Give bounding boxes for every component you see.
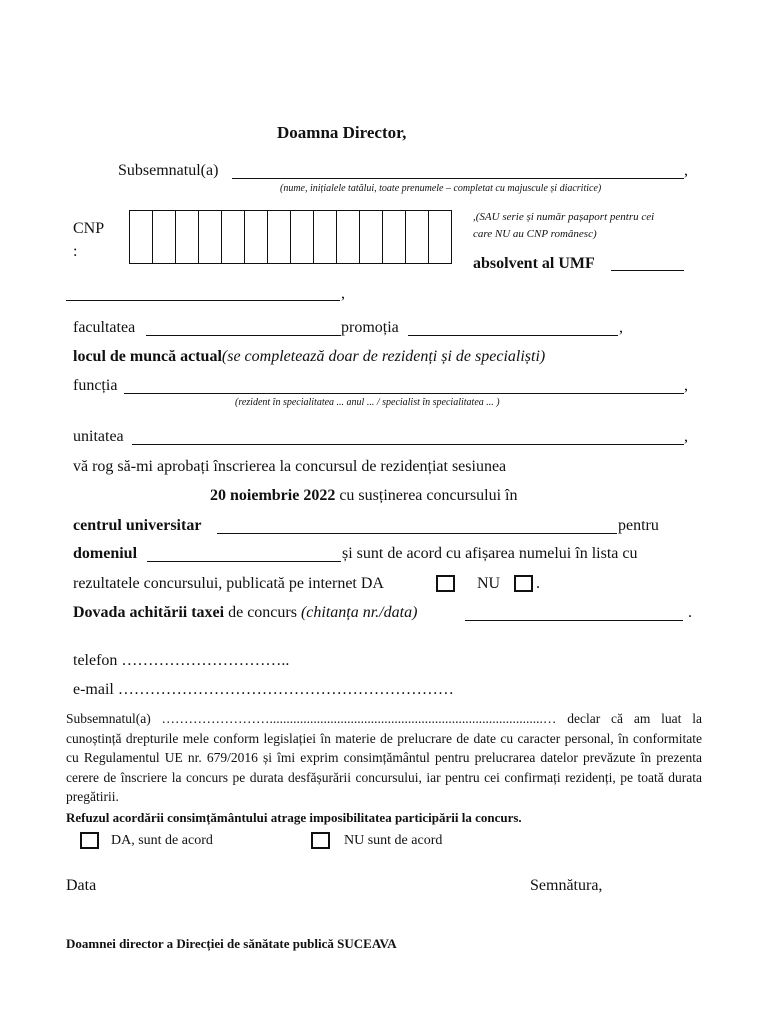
name-hint: (nume, inițialele tatălui, toate prenumele – completat cu majuscule și diacritice) — [280, 183, 602, 194]
unitatea-field[interactable] — [132, 444, 684, 445]
facultatea-label: facultatea — [73, 319, 136, 336]
consent-nu-checkbox[interactable] — [311, 832, 330, 849]
refuz-text: Refuzul acordării consimțământului atrage imposibilitatea participării la concurs. — [66, 810, 522, 825]
cnp-cell[interactable] — [429, 211, 452, 263]
publish-nu-label: NU — [477, 575, 501, 592]
locul-de-munca-row — [73, 348, 545, 366]
cnp-alt-note-line2: care NU au CNP românesc) — [473, 228, 597, 240]
facultatea-field[interactable] — [146, 335, 341, 336]
cnp-label: CNP — [73, 220, 105, 237]
publish-nu-checkbox[interactable] — [514, 575, 533, 592]
cnp-alt-note-line1: ,(SAU serie și număr pașaport pentru cei — [473, 211, 655, 223]
cnp-cell[interactable] — [153, 211, 176, 263]
semnatura-label: Semnătura, — [530, 877, 603, 894]
request-text: vă rog să-mi aprobați înscrierea la concursul de rezidențiat sesiunea — [73, 458, 507, 475]
promotia-label: promoția — [341, 319, 399, 336]
cnp-cell[interactable] — [268, 211, 291, 263]
unitatea-comma: , — [684, 428, 688, 445]
cnp-cell[interactable] — [222, 211, 245, 263]
dovada-row — [73, 604, 417, 622]
umf-field-continued[interactable] — [66, 300, 340, 301]
cnp-cell[interactable] — [199, 211, 222, 263]
promotia-comma: , — [619, 319, 623, 336]
subsemnatul-label: Subsemnatul(a) — [118, 162, 219, 179]
email-field[interactable]: e-mail ……………………………………………………… — [73, 681, 454, 698]
consent-nu-label: NU sunt de acord — [344, 833, 443, 848]
name-field[interactable] — [232, 178, 684, 179]
unitatea-label: unitatea — [73, 428, 124, 445]
locul-de-munca-hint: (se completează doar de rezidenți și de specialiști) — [221, 348, 546, 365]
session-suffix: cu susținerea concursului în — [339, 487, 518, 504]
cnp-cell[interactable] — [314, 211, 337, 263]
data-label: Data — [66, 877, 97, 894]
functia-hint: (rezident în specialitatea ... anul ... / specialist în specialitatea ... ) — [235, 397, 500, 408]
telefon-field[interactable]: telefon ………………………….. — [73, 652, 290, 669]
addressee: Doamnei director a Direcției de sănătate publică SUCEAVA — [66, 936, 397, 951]
domeniul-field[interactable] — [147, 561, 341, 562]
absolvent-label: absolvent al UMF — [473, 255, 595, 272]
functia-label: funcția — [73, 377, 118, 394]
salutation: Doamna Director, — [277, 123, 407, 142]
rezultate-text: rezultatele concursului, publicată pe internet DA — [73, 575, 384, 592]
cnp-cell[interactable] — [291, 211, 314, 263]
cnp-colon: : — [73, 243, 78, 260]
centru-field[interactable] — [217, 533, 617, 534]
publish-da-checkbox[interactable] — [436, 575, 455, 592]
cnp-grid[interactable] — [129, 210, 452, 264]
cnp-cell[interactable] — [406, 211, 429, 263]
functia-field[interactable] — [124, 393, 684, 394]
session-date: 20 noiembrie 2022 — [210, 487, 336, 504]
dovada-label: Dovada achitării taxei — [73, 604, 225, 621]
cnp-cell[interactable] — [383, 211, 406, 263]
name-comma: , — [684, 162, 688, 179]
functia-comma: , — [684, 377, 688, 394]
cnp-cell[interactable] — [130, 211, 153, 263]
cnp-cell[interactable] — [245, 211, 268, 263]
umf-comma: , — [341, 285, 345, 302]
promotia-field[interactable] — [408, 335, 618, 336]
consent-da-checkbox[interactable] — [80, 832, 99, 849]
domeniul-label: domeniul — [73, 545, 138, 562]
acord-text: și sunt de acord cu afișarea numelui în lista cu — [342, 545, 638, 562]
dovada-suffix: de concurs — [228, 604, 297, 621]
cnp-cell[interactable] — [360, 211, 383, 263]
session-row — [210, 487, 518, 505]
dovada-hint: (chitanța nr./data) — [300, 604, 418, 621]
pentru-label: pentru — [618, 517, 659, 534]
dovada-field[interactable] — [465, 620, 683, 621]
dovada-period: . — [688, 604, 692, 621]
centru-label: centrul universitar — [73, 517, 202, 534]
gdpr-paragraph: Subsemnatul(a) …………………….................................................................................… declar că am luat la cunoștință drepturile mele conform legislației în materie de prelucrare de date cu caracter personal, în conformitate cu Regulamentul UE nr. 679/2016 și îmi exprim consimțământul pentru prelucrarea datelor prevăzute în prezenta cerere de înscriere la concurs pe durata desfășurării concursului, iar pentru cei confirmați rezidenți, pe toată durata pregătirii. — [66, 711, 702, 804]
locul-de-munca-label: locul de muncă actual — [73, 348, 222, 365]
publish-period: . — [536, 575, 540, 592]
consent-da-label: DA, sunt de acord — [111, 833, 213, 848]
umf-field[interactable] — [611, 270, 684, 271]
cnp-cell[interactable] — [176, 211, 199, 263]
cnp-cell[interactable] — [337, 211, 360, 263]
